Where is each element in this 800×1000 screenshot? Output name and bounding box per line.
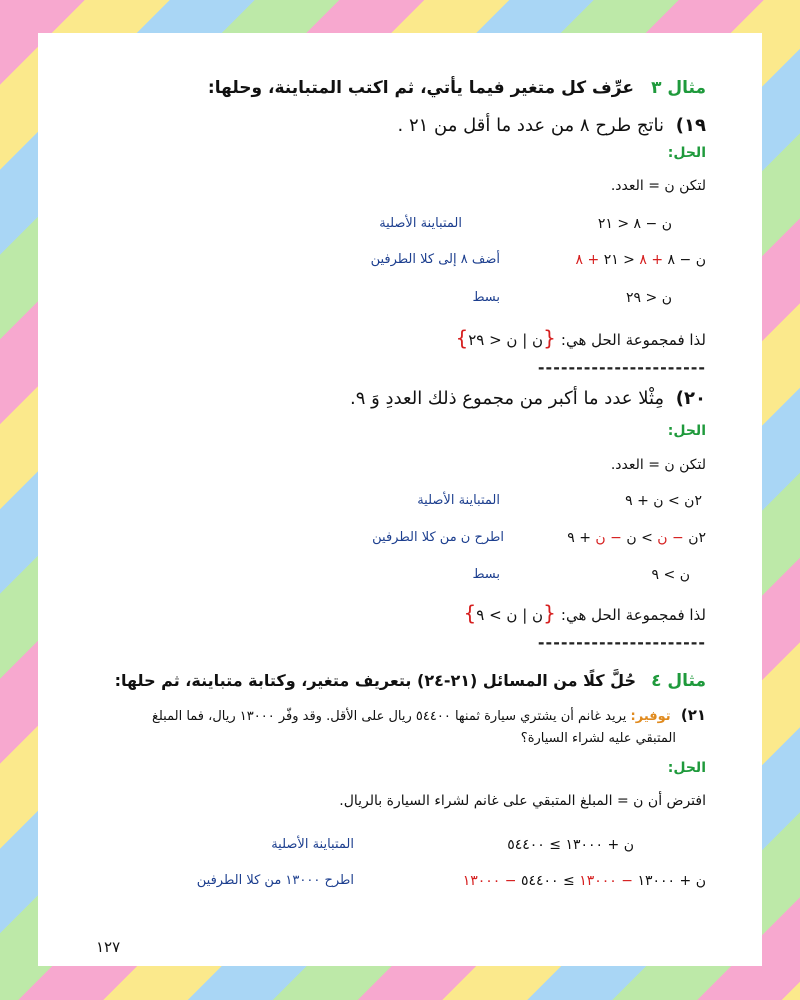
worksheet-page — [38, 33, 762, 966]
solution-set-value: ن | ن < ٢٩ — [468, 331, 544, 349]
step-note: بسط — [472, 290, 500, 305]
step-expression: ن + ١٣٠٠٠ − ١٣٠٠٠ ≥ ٥٤٤٠٠ − ١٣٠٠٠ — [462, 873, 706, 889]
example4-label: مثال ٤ — [651, 671, 706, 691]
problem-number: ١٩) — [675, 115, 706, 136]
step-expression: ن + ١٣٠٠٠ ≥ ٥٤٤٠٠ — [507, 837, 634, 853]
problem-text: يريد غانم أن يشتري سيارة ثمنها ٥٤٤٠٠ ريال على الأقل. وقد وفّر ١٣٠٠٠ ريال، فما المبلغ — [151, 709, 627, 724]
step-note: بسط — [472, 567, 500, 582]
step-note: المتباينة الأصلية — [379, 216, 462, 231]
variable-definition: لتكن ن = العدد. — [610, 457, 706, 473]
variable-definition: لتكن ن = العدد. — [610, 178, 706, 194]
variable-definition: افترض أن ن = المبلغ المتبقي على غانم لشراء السيارة بالريال. — [339, 793, 706, 809]
step-expression: ن > ٩ — [651, 567, 690, 583]
step-expression: ٢ن − ن > ن − ن + ٩ — [567, 530, 706, 546]
step-note: اطرح ١٣٠٠٠ من كلا الطرفين — [196, 873, 354, 888]
problem-20 — [350, 388, 706, 409]
step-note: أضف ٨ إلى كلا الطرفين — [370, 252, 500, 267]
solution-set: لذا فمجموعة الحل هي: {ن | ن > ٩} — [463, 601, 706, 625]
example3-label: مثال ٣ — [651, 78, 706, 98]
problem-21 — [152, 706, 706, 724]
solution-set-prefix: لذا فمجموعة الحل هي: — [560, 331, 706, 349]
solution-label: الحل: — [667, 423, 706, 439]
solution-set-value: ن | ن > ٩ — [476, 606, 544, 624]
problem-number: ٢٠) — [675, 388, 706, 409]
solution-set-prefix: لذا فمجموعة الحل هي: — [560, 606, 706, 624]
step-note: اطرح ن من كلا الطرفين — [372, 530, 504, 545]
solution-label: الحل: — [667, 760, 706, 776]
solution-set: لذا فمجموعة الحل هي: {ن | ن < ٢٩} — [455, 326, 706, 350]
step-expression: ن < ٢٩ — [626, 290, 672, 306]
separator: ---------------------- — [537, 633, 706, 652]
problem-topic: توفير: — [630, 709, 671, 724]
step-expression: ن − ٨ + ٨ < ٢١ + ٨ — [575, 252, 706, 268]
page-number: ١٢٧ — [96, 938, 121, 956]
problem-number: ٢١) — [680, 706, 706, 724]
example4-instruction: حُلَّ كلًا من المسائل (٢١-٢٤) بتعريف متغير، وكتابة متباينة، ثم حلها: — [114, 671, 636, 690]
example4-heading — [115, 671, 706, 691]
step-expression: ن − ٨ < ٢١ — [597, 216, 672, 232]
problem-text: ناتج طرح ٨ من عدد ما أقل من ٢١ . — [397, 115, 665, 136]
separator: ---------------------- — [537, 358, 706, 377]
step-expression: ٢ن > ن + ٩ — [625, 493, 702, 509]
example3-heading — [208, 78, 706, 98]
problem-19 — [398, 115, 706, 136]
step-note: المتباينة الأصلية — [417, 493, 500, 508]
problem-text: مِثْلا عدد ما أكبر من مجموع ذلك العددِ وَ ٩. — [350, 388, 665, 409]
solution-label: الحل: — [667, 145, 706, 161]
problem-text-continued: المتبقي عليه لشراء السيارة؟ — [520, 731, 676, 746]
example3-instruction: عرِّف كل متغير فيما يأتي، ثم اكتب المتباينة، وحلها: — [207, 78, 634, 98]
step-note: المتباينة الأصلية — [271, 837, 354, 852]
